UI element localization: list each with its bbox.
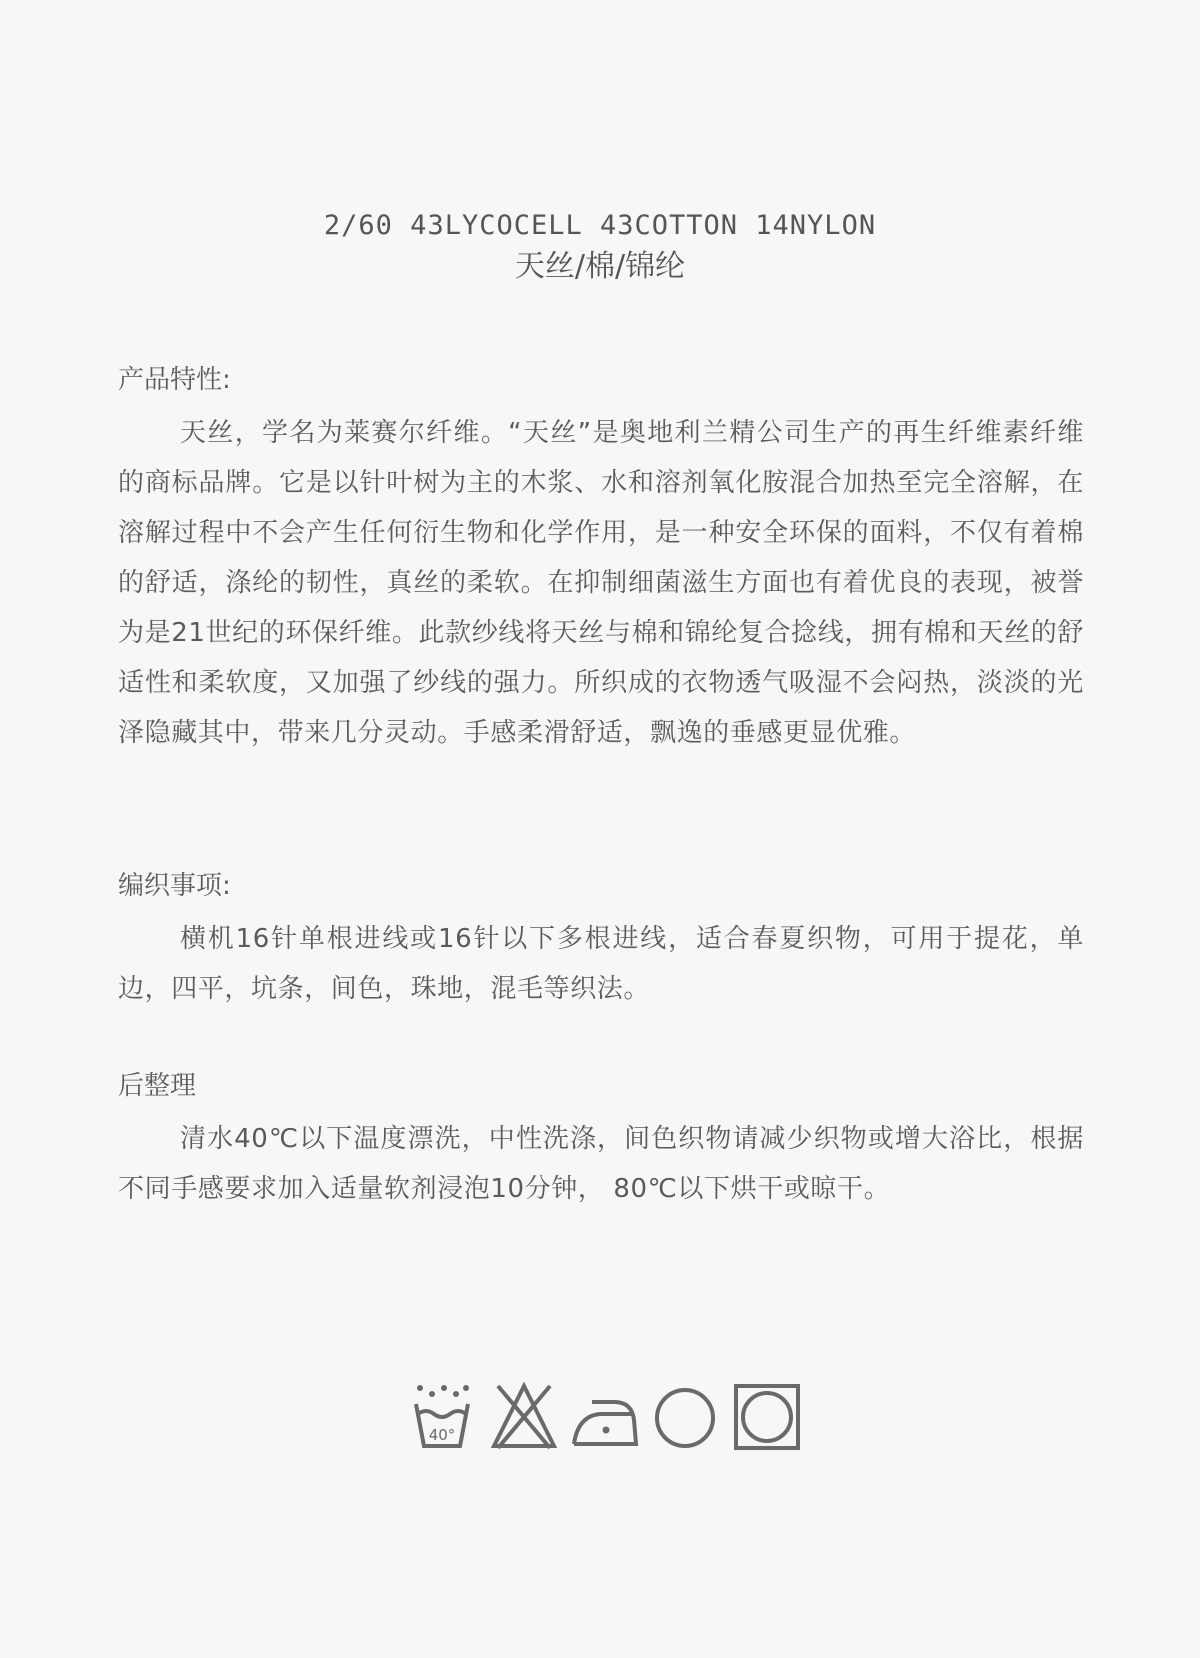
wash-temperature-label: 40°: [428, 1426, 456, 1444]
section-heading: 编织事项:: [118, 871, 231, 901]
iron-low-icon: [570, 1380, 640, 1452]
section-finishing: [118, 1064, 1084, 1214]
no-bleach-icon: [490, 1380, 558, 1452]
dry-clean-icon: [650, 1380, 720, 1452]
care-symbols: [410, 1380, 810, 1460]
section-heading: 产品特性:: [118, 365, 231, 395]
yarn-composition-title: 天丝/棉/锦纶: [514, 249, 686, 284]
yarn-spec-title: 2/60 43LYCOCELL 43COTTON 14NYLON: [323, 210, 877, 241]
section-paragraph: 清水40℃以下温度漂洗，中性洗涤，间色织物请减少织物或增大浴比，根据不同手感要求加入适量软剂浸泡10分钟， 80℃以下烘干或晾干。: [118, 1124, 1084, 1204]
section-product-features: [118, 358, 1084, 758]
section-paragraph: 天丝，学名为莱赛尔纤维。“天丝”是奥地利兰精公司生产的再生纤维素纤维的商标品牌。它是以针叶树为主的木浆、水和溶剂氧化胺混合加热至完全溶解，在溶解过程中不会产生任何衍生物和化学作用，是一种安全环保的面料，不仅有着棉的舒适，涤纶的韧性，真丝的柔软。在抑制细菌滋生方面也有着优良的表现，被誉为是21世纪的环保纤维。此款纱线将天丝与棉和锦纶复合捻线，拥有棉和天丝的舒适性和柔软度，又加强了纱线的强力。所织成的衣物透气吸湿不会闷热，淡淡的光泽隐藏其中，带来几分灵动。手感柔滑舒适，飘逸的垂感更显优雅。: [118, 418, 1084, 748]
section-knitting-notes: [118, 864, 1084, 1014]
wash-40-icon: [410, 1380, 474, 1452]
title-block: [0, 208, 1200, 288]
section-paragraph: 横机16针单根进线或16针以下多根进线，适合春夏织物，可用于提花，单边，四平，坑条，间色，珠地，混毛等织法。: [118, 924, 1084, 1004]
section-heading: 后整理: [118, 1071, 197, 1101]
tumble-dry-icon: [732, 1380, 804, 1452]
